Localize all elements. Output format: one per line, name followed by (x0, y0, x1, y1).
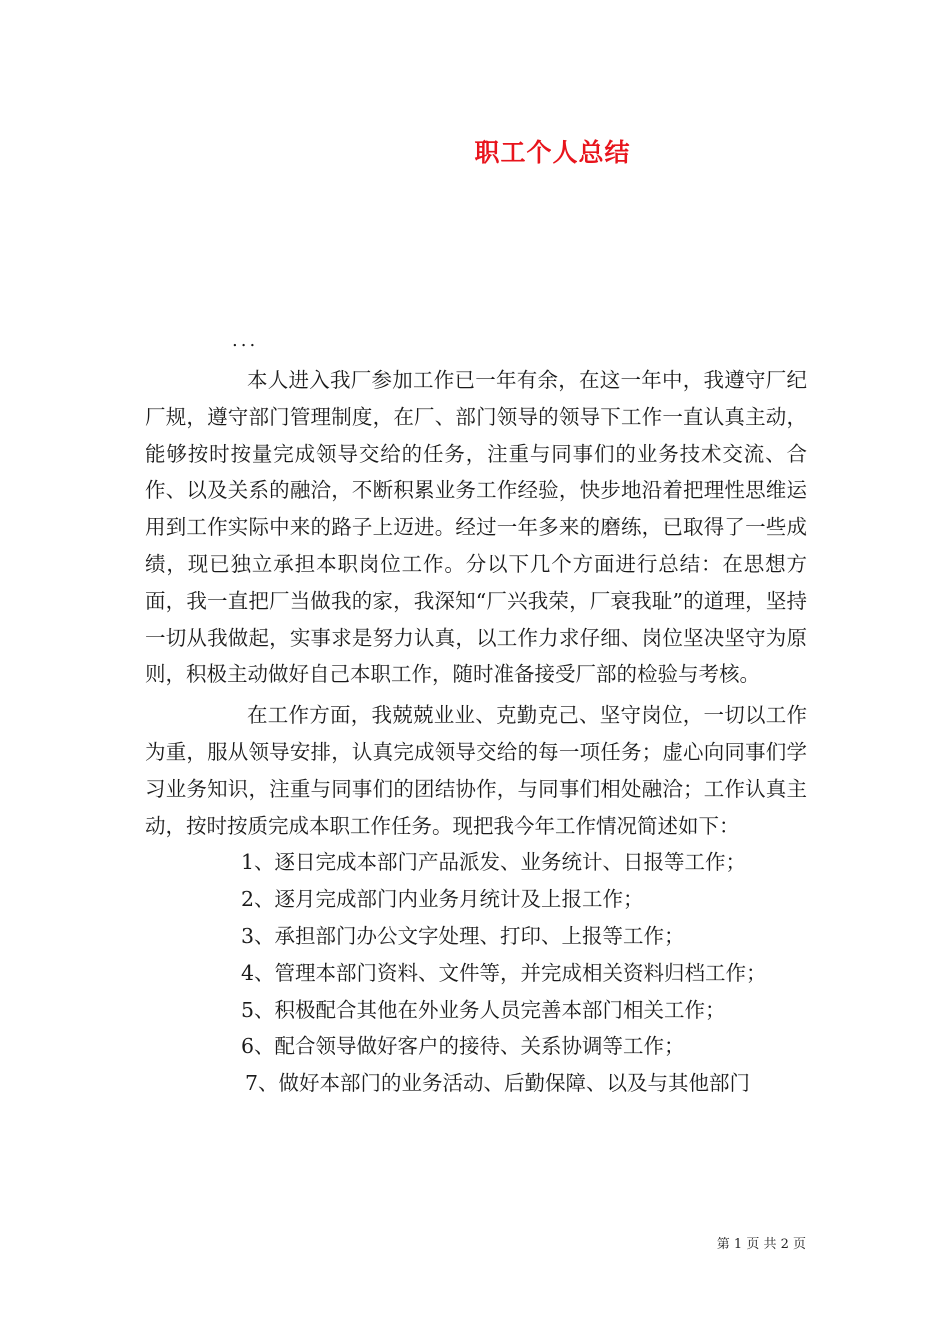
list-item: 1、逐日完成本部门产品派发、业务统计、日报等工作； (241, 850, 747, 875)
list-item: 2、逐月完成部门内业务月统计及上报工作； (241, 887, 644, 912)
list-item: 4、管理本部门资料、文件等，并完成相关资料归档工作； (241, 960, 767, 985)
ellipsis-marker: ... (232, 330, 259, 351)
list-item: 5、积极配合其他在外业务人员完善本部门相关工作； (241, 997, 726, 1022)
list-item: 3、承担部门办公文字处理、打印、上报等工作； (241, 923, 685, 948)
list-item: 6、配合领导做好客户的接待、关系协调等工作； (241, 1034, 685, 1059)
document-body (145, 362, 807, 1102)
paragraph-intro: 本人进入我厂参加工作已一年有余，在这一年中，我遵守厂纪厂规，遵守部门管理制度，在厂、部门领导的领导下工作一直认真主动，能够按时按量完成领导交给的任务，注重与同事们的业务技术交流、合作、以及关系的融洽，不断积累业务工作经验，快步地沿着把理性思维运用到工作实际中来的路子上迈进。经过一年多来的磨练，已取得了一些成绩，现已独立承担本职岗位工作。分以下几个方面进行总结：在思想方面，我一直把厂当做我的家，我深知“厂兴我荣，厂衰我耻”的道理，坚持一切从我做起，实事求是努力认真，以工作力求仔细、岗位坚决坚守为原则，积极主动做好自己本职工作，随时准备接受厂部的检验与考核。 (145, 368, 807, 687)
work-list (145, 844, 807, 1102)
list-item: 7、做好本部门的业务活动、后勤保障、以及与其他部门 (245, 1071, 751, 1096)
page-number: 第 1 页 共 2 页 (716, 1237, 806, 1252)
document-title: 职工个人总结 (474, 138, 631, 167)
paragraph-work: 在工作方面，我兢兢业业、克勤克己、坚守岗位，一切以工作为重，服从领导安排，认真完成领导交给的每一项任务；虚心向同事们学习业务知识，注重与同事们的团结协作，与同事们相处融洽；工作认真主动，按时按质完成本职工作任务。现把我今年工作情况简述如下： (145, 703, 807, 838)
